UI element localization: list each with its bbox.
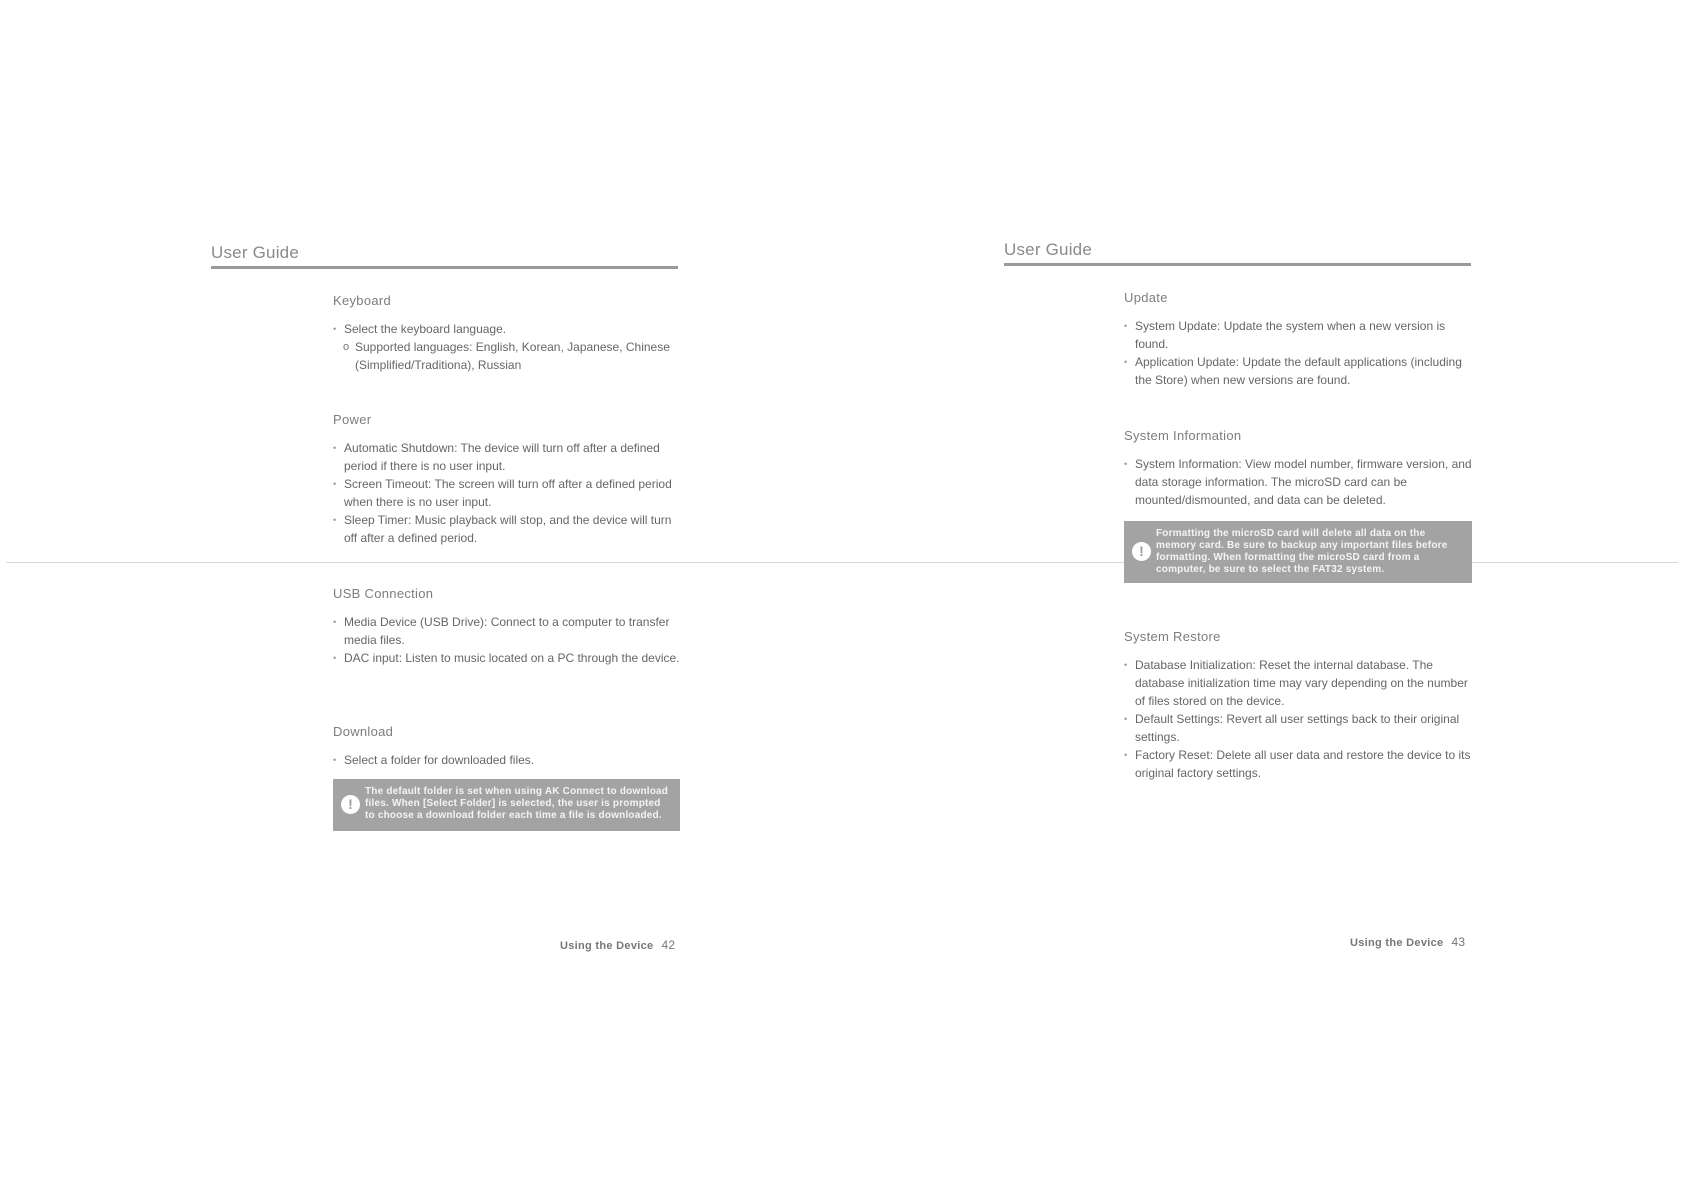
section-title: Keyboard <box>333 293 392 308</box>
page-number: 42 <box>661 938 676 952</box>
footer-label: Using the Device <box>1350 937 1444 949</box>
list-item: • Select a folder for downloaded files. <box>333 751 681 769</box>
header-rule <box>1004 263 1471 266</box>
exclamation-circle-icon: ! <box>341 795 360 814</box>
section-title: System Information <box>1124 428 1242 443</box>
bullet-list <box>333 613 681 667</box>
download-note-box <box>333 779 680 831</box>
list-item: • System Update: Update the system when a new version is found. <box>1124 317 1472 353</box>
section-title: Update <box>1124 290 1168 305</box>
header-rule <box>211 266 678 269</box>
section-title: USB Connection <box>333 586 434 601</box>
page-footer <box>1350 935 1465 949</box>
right-page <box>842 0 1684 1190</box>
list-item: • Automatic Shutdown: The device will turn off after a defined period if there is no user input. <box>333 439 681 475</box>
note-text: The default folder is set when using AK Connect to download files. When [Select Folder] is selected, the user is prompted to choose a download folder each time a file is downloaded. <box>365 786 669 821</box>
list-item: • Application Update: Update the default applications (including the Store) when new versions are found. <box>1124 353 1472 389</box>
bullet-list <box>333 439 681 547</box>
list-item: • Database Initialization: Reset the internal database. The database initialization time may vary depending on the number of files stored on the device. <box>1124 656 1472 710</box>
list-item: • DAC input: Listen to music located on a PC through the device. <box>333 649 681 667</box>
system-restore-section <box>1124 629 1472 782</box>
list-item: • Select the keyboard language. <box>333 320 681 338</box>
page-number: 43 <box>1451 935 1466 949</box>
update-section <box>1124 290 1472 389</box>
download-section <box>333 724 681 769</box>
bullet-list <box>333 320 681 374</box>
power-section <box>333 412 681 547</box>
section-title: Download <box>333 724 394 739</box>
bullet-list <box>1124 656 1472 782</box>
section-title: System Restore <box>1124 629 1221 644</box>
list-subitem: o Supported languages: English, Korean, Japanese, Chinese (Simplified/Traditiona), Russian <box>333 338 681 374</box>
list-item: • System Information: View model number, firmware version, and data storage information. The microSD card can be mounted/dismounted, and data can be deleted. <box>1124 455 1472 509</box>
page-header-title: User Guide <box>211 243 299 262</box>
list-item: • Media Device (USB Drive): Connect to a computer to transfer media files. <box>333 613 681 649</box>
list-item: • Screen Timeout: The screen will turn off after a defined period when there is no user input. <box>333 475 681 511</box>
section-title: Power <box>333 412 372 427</box>
list-item: • Sleep Timer: Music playback will stop, and the device will turn off after a defined period. <box>333 511 681 547</box>
system-info-note-box <box>1124 521 1472 583</box>
system-information-section <box>1124 428 1472 509</box>
footer-label: Using the Device <box>560 940 654 952</box>
usb-connection-section <box>333 586 681 667</box>
bullet-list <box>1124 317 1472 389</box>
bullet-list <box>1124 455 1472 509</box>
bullet-list <box>333 751 681 769</box>
keyboard-section <box>333 293 681 374</box>
exclamation-circle-icon: ! <box>1132 542 1151 561</box>
page-footer <box>560 938 675 952</box>
list-item: • Default Settings: Revert all user settings back to their original settings. <box>1124 710 1472 746</box>
note-text: Formatting the microSD card will delete all data on the memory card. Be sure to backup any important files before formatting. When formatting the microSD card from a computer, be sure to select the FAT32 system. <box>1156 528 1448 575</box>
page-header-title: User Guide <box>1004 240 1092 259</box>
list-item: • Factory Reset: Delete all user data and restore the device to its original factory settings. <box>1124 746 1472 782</box>
